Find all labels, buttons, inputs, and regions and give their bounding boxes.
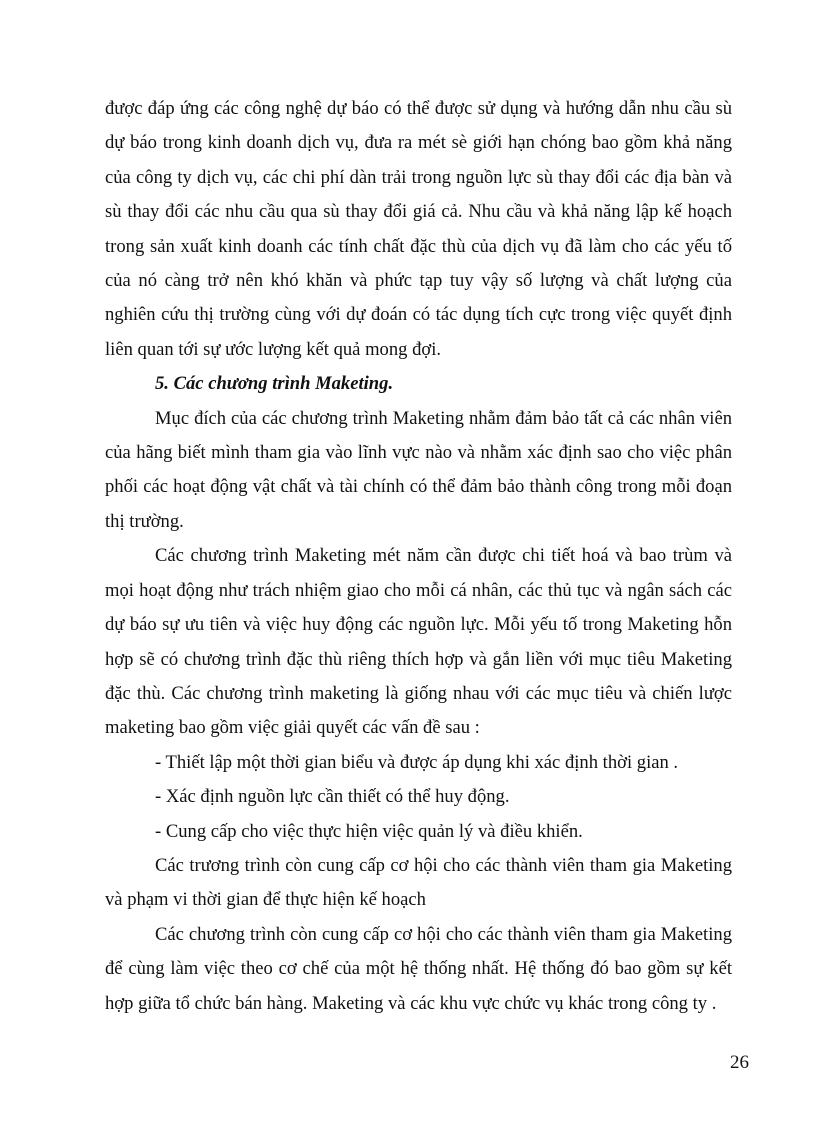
list-item-resources: - Xác định nguồn lực cần thiết có thể huy động. (155, 786, 510, 808)
document-body (105, 92, 732, 1021)
paragraph-purpose: Mục đích của các chương trình Maketing nhằm đảm bảo tất cả các nhân viên của hãng biết mình tham gia vào lĩnh vực nào và nhằm xác định sao cho việc phân phối các hoạt động vật chất và tài chính có thể đảm bảo thành công trong mỗi đoạn thị trường. (105, 407, 732, 532)
paragraph-opportunity-time: Các trương trình còn cung cấp cơ hội cho các thành viên tham gia Maketing và phạm vi thời gian để thực hiện kế hoạch (105, 854, 732, 911)
section-heading: 5. Các chương trình Maketing. (155, 373, 394, 395)
paragraph-forecasting: được đáp ứng các công nghệ dự báo có thể được sử dụng và hướng dẫn nhu cầu sù dự báo trong kinh doanh dịch vụ, đưa ra mét sè giới hạn chóng bao gồm khả năng của công ty dịch vụ, các chi phí dàn trải trong nguồn lực sù thay đổi các địa bàn và sù thay đổi các nhu cầu qua sù thay đổi giá cả. Nhu cầu và khả năng lập kế hoạch trong sản xuất kinh doanh các tính chất đặc thù của dịch vụ đã làm cho các yếu tố của nó càng trở nên khó khăn và phức tạp tuy vậy số lượng và chất lượng của nghiên cứu thị trường cùng với dự đoán có tác dụng tích cực trong việc quyết định liên quan tới sự ước lượng kết quả mong đợi. (105, 98, 732, 360)
paragraph-annual-programs: Các chương trình Maketing mét năm cần được chi tiết hoá và bao trùm và mọi hoạt động như trách nhiệm giao cho mỗi cá nhân, các thủ tục và ngân sách các dự báo sự ưu tiên và việc huy động các nguồn lực. Mỗi yếu tố trong Maketing hỗn hợp sẽ có chương trình đặc thù riêng thích hợp và gắn liền với mục tiêu Maketing đặc thù. Các chương trình maketing là giống nhau với các mục tiêu và chiến lược maketing bao gồm việc giải quyết các vấn đề sau : (105, 545, 732, 739)
page-number: 26 (730, 1052, 749, 1073)
list-item-control: - Cung cấp cho việc thực hiện việc quản lý và điều khiển. (155, 820, 583, 842)
list-item-schedule: - Thiết lập một thời gian biểu và được áp dụng khi xác định thời gian . (155, 751, 679, 773)
paragraph-opportunity-system: Các chương trình còn cung cấp cơ hội cho các thành viên tham gia Maketing để cùng làm việc theo cơ chế của một hệ thống nhất. Hệ thống đó bao gồm sự kết hợp giữa tổ chức bán hàng. Maketing và các khu vực chức vụ khác trong công ty . (105, 923, 732, 1014)
